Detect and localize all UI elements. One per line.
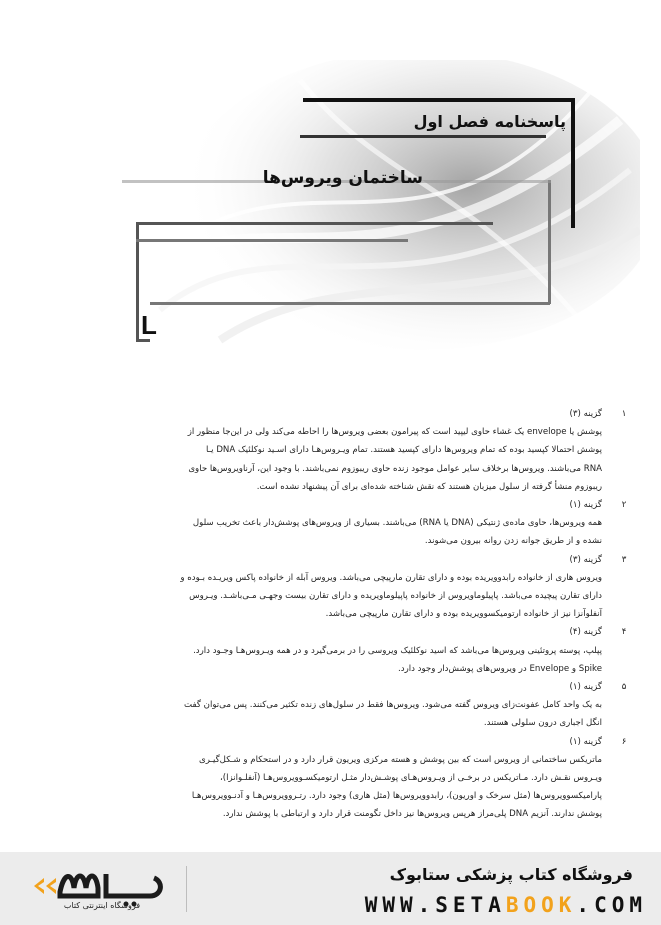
answer-list <box>30 405 630 824</box>
answer-number: ۳ <box>621 554 627 565</box>
answer-text-line: پوشش یا envelope یک غشاء حاوی لیپید است که پیرامون بعضی ویروس‌ها را احاطه می‌کند ولی در این‌جا منظور از <box>187 427 602 438</box>
answer-text-line: به یک واحد کامل عفونت‌زای ویروس گفته می‌شود. ویروس‌ها فقط در سلول‌های زنده تکثیر می‌کنند. پس می‌توان گفت <box>184 700 602 711</box>
chapter-label: پاسخنامه فصل اول <box>413 112 566 131</box>
answer-text-line: آنفلوآنزا نیز از خانواده ارتومیکسوویریده بوده و دارای تقارن مارپیچی می‌باشد. <box>325 609 602 620</box>
answer-number: ۱ <box>621 409 627 419</box>
chapter-title: ساختمان ویروس‌ها <box>262 168 423 188</box>
answer-text-line: پوشش احتمالا کپسید بوده که تمام ویروس‌ها دارای کپسید هستند. تمام ویـروس‌هـا دارای اسـید نوکلئیک DNA یـا <box>206 445 602 456</box>
store-url[interactable] <box>365 893 647 917</box>
answer-option: گزینه (۳) <box>569 409 602 419</box>
answer-item <box>30 623 630 678</box>
answer-number: ۵ <box>621 682 627 693</box>
chapter-header <box>0 0 661 360</box>
answer-text-line: انگل اجباری درون سلولی هستند. <box>483 718 602 729</box>
answer-item <box>30 733 630 824</box>
answer-option: گزینه (۱) <box>569 736 602 747</box>
answer-option: گزینه (۱) <box>569 500 602 511</box>
footer-divider <box>186 866 187 912</box>
answer-item <box>30 496 630 551</box>
answer-text-line: ویـروس نقـش دارد. مـاتریکس در برخـی از ویـروس‌هـای پوشـش‌دار مثـل ارتومیکسـوویروس‌هـا (آنفلـوانزا)، <box>219 773 602 784</box>
chapter-letter: L <box>141 310 157 340</box>
url-suffix: .COM <box>576 893 647 917</box>
answer-option: گزینه (۱) <box>569 682 602 693</box>
answer-text-line: پارامیکسوویروس‌ها (مثل سرخک و اوریون)، رابدوویروس‌ها (مثل هاری) وجود دارد. رتـروویروس‌هـا و آدنـوویروس‌هـا <box>191 791 602 802</box>
url-accent: BOOK <box>505 893 577 917</box>
answer-text-line: ویروس هاری از خانواده رابدوویریده بوده و دارای تقارن مارپیچی می‌باشد. ویروس آبله از خانواده پاکس ویریـده بـوده و <box>180 572 602 583</box>
answer-text-line: پپلپ، پوسته پروتئینی ویروس‌ها می‌باشد که اسید نوکلئیک ویروسی را در برمی‌گیرد و در همه ویـروس‌هـا وجـود دارد. <box>193 645 602 656</box>
answer-option: گزینه (۴) <box>569 627 602 638</box>
answer-item <box>30 551 630 624</box>
answer-text-line: پوشش ندارند. آنزیم DNA پلی‌مراز هرپس ویروس‌ها نیز داخل تگومنت قرار دارد و ارتباطی با پوشش ندارد. <box>222 809 602 820</box>
answer-option: گزینه (۳) <box>569 554 602 565</box>
url-prefix: WWW.SETA <box>364 893 506 917</box>
answer-item <box>30 678 630 733</box>
answer-text-line: ریبوزوم منشأ گرفته از سلول میزبان هستند که نقش شناخته شده‌ای برای آن پیشنهاد نشده است. <box>256 481 602 492</box>
answer-text-line: RNA می‌باشند. ویروس‌ها برخلاف سایر عوامل موجود زنده حاوی ریبوزوم نمی‌باشند. با وجود این، آرناویروس‌ها حاوی <box>188 463 602 474</box>
answer-text-line: ماتریکس ساختمانی از ویروس است که بین پوشش و هسته مرکزی ویریون قرار دارد و در استحکام و شـکل‌گیـری <box>199 754 602 765</box>
answer-number: ۲ <box>621 500 627 511</box>
answer-number: ۴ <box>621 627 627 638</box>
answer-item <box>30 405 630 496</box>
answer-text-line: نشده و از طریق جوانه زدن روانه بیرون می‌شوند. <box>424 536 602 547</box>
logo-subtext: فروشگاه اینترنتی کتاب <box>63 901 141 910</box>
answer-text-line: دارای تقارن پیچیده می‌باشد. پاپیلوماویروس از خانواده پاپیلوماویریده و دارای تقارن بیست وجهـی مـی‌باشـد. ویـروس <box>189 591 602 602</box>
answer-number: ۶ <box>621 736 627 747</box>
store-name: فروشگاه کتاب پزشکی ستابوک <box>389 865 633 884</box>
answer-text-line: Spike و Envelope در ویروس‌های پوشش‌دار وجود دارد. <box>398 663 602 674</box>
footer-banner <box>0 852 661 925</box>
answer-text-line: همه ویروس‌ها، حاوی ماده‌ی ژنتیکی (DNA یا RNA) می‌باشند. بسیاری از ویروس‌های پوشش‌دار باعث تخریب سلول <box>192 518 602 529</box>
